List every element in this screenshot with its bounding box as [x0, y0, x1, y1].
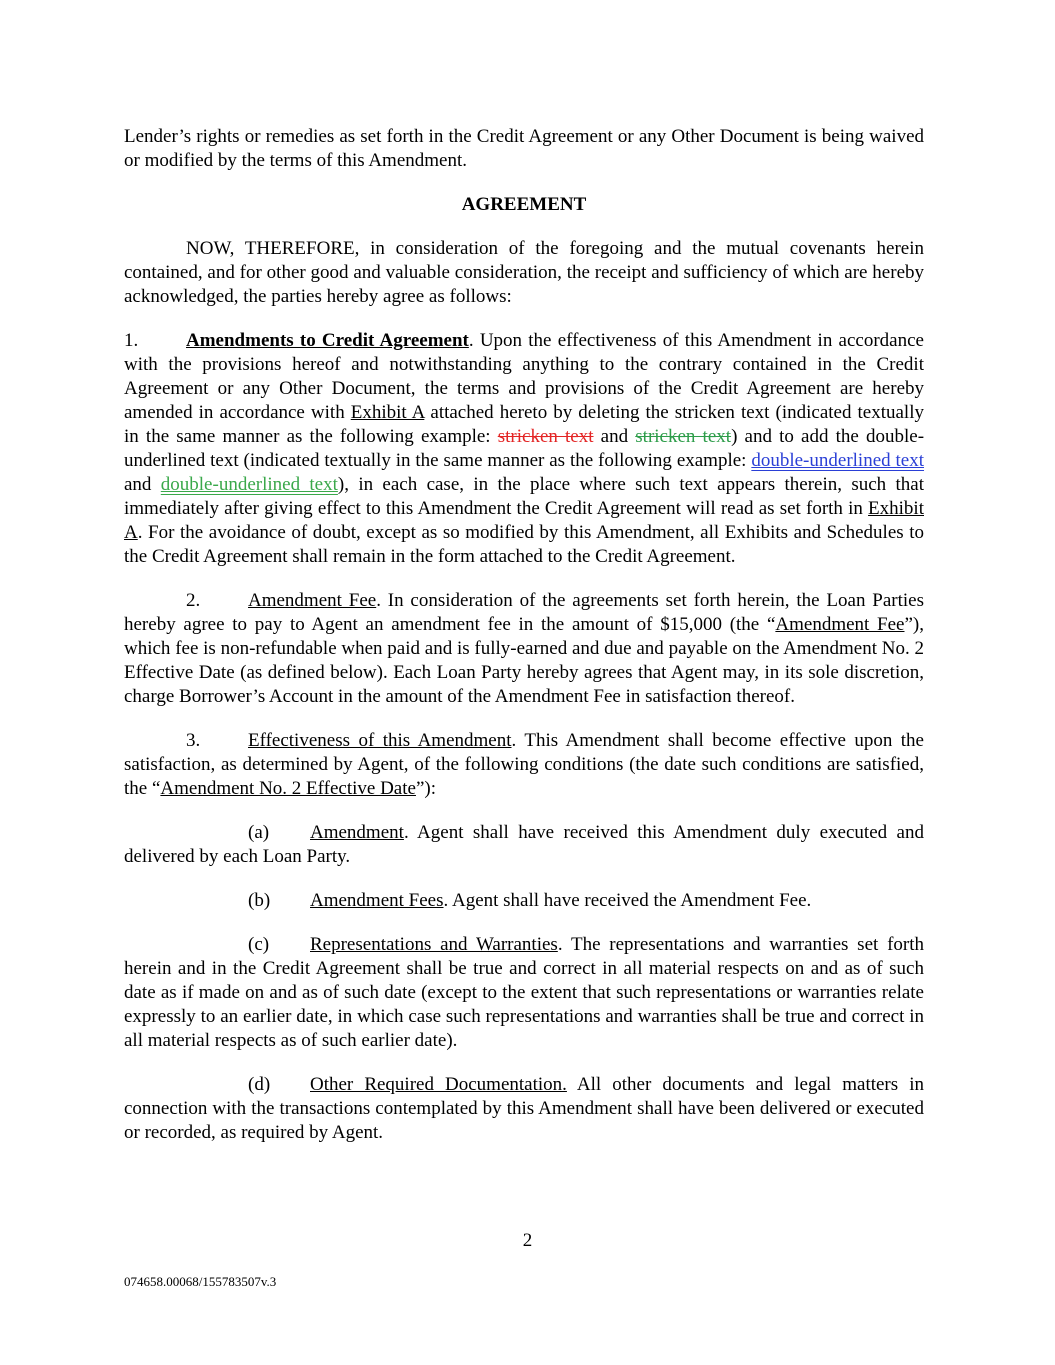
- subsection-c: [124, 933, 924, 1053]
- stricken-text-green-example: stricken text: [635, 426, 732, 447]
- now-therefore-paragraph: NOW, THEREFORE, in consideration of the foregoing and the mutual covenants herein contained, and for other good and valuable consideration, the receipt and sufficiency of which are hereby acknowledged, the parties hereby agree as follows:: [124, 238, 924, 307]
- intro-paragraph: Lender’s rights or remedies as set forth in the Credit Agreement or any Other Document is being waived or modified by the terms of this Amendment.: [124, 126, 924, 171]
- section-2-text-b: ”), which fee is non-refundable when paid and is fully-earned and due and payable on the Amendment No. 2 Effective Date (as defined below). Each Loan Party hereby agrees that Agent may, in its sole discretion, charge Borrower’s Account in the amount of the Amendment Fee in satisfaction thereof.: [124, 614, 924, 707]
- section-2-text-a: . In consideration of the agreements set forth herein, the Loan Parties hereby agree to pay to Agent an amendment fee in the amount of $15,000 (the “: [124, 590, 924, 635]
- section-1-text-a: . Upon the effectiveness of this Amendment in accordance with the provisions hereof and notwithstanding anything to the contrary contained in the Credit Agreement or any Other Document, the terms and provisions of the Credit Agreement are hereby amended in accordance with: [124, 330, 924, 423]
- subsection-a: [124, 821, 924, 869]
- exhibit-a-ref: Exhibit A: [350, 402, 425, 423]
- subsection-d: [124, 1073, 924, 1145]
- subsection-b: [124, 889, 924, 913]
- section-3-title: Effectiveness of this Amendment: [248, 730, 512, 751]
- subsection-d-title: Other Required Documentation.: [310, 1074, 567, 1095]
- section-3-text-a: . This Amendment shall become effective upon the satisfaction, as determined by Agent, of the following conditions (the date such conditions are satisfied, the “: [124, 730, 924, 799]
- section-2-title: Amendment Fee: [248, 590, 377, 611]
- subsection-c-title: Representations and Warranties: [310, 934, 558, 955]
- subsection-b-text: . Agent shall have received the Amendment Fee.: [443, 890, 812, 911]
- subsection-a-title: Amendment: [310, 822, 404, 843]
- section-heading: AGREEMENT: [461, 194, 587, 215]
- page-number: 2: [522, 1230, 533, 1251]
- stricken-text-red-example: stricken text: [497, 426, 594, 447]
- section-1-text-b: attached hereto by deleting the stricken text (indicated textually in the same manner as the following example:: [124, 402, 924, 447]
- subsection-d-text: All other documents and legal matters in connection with the transactions contemplated by this Amendment shall have been delivered or executed or recorded, as required by Agent.: [124, 1074, 924, 1143]
- section-1-number: 1.: [124, 330, 139, 351]
- section-3-number: 3.: [186, 730, 201, 751]
- subsection-d-label: (d): [248, 1074, 271, 1095]
- section-3-paragraph: [124, 729, 924, 801]
- double-underlined-green-example: double-underlined text: [160, 474, 338, 495]
- exhibit-a-ref-2: Exhibit A: [124, 498, 924, 543]
- document-body: [124, 125, 924, 1165]
- section-1-text-d: ), in each case, in the place where such text appears therein, such that immediately after giving effect to this Amendment the Credit Agreement will read as set forth in: [124, 474, 925, 519]
- subsection-c-label: (c): [248, 934, 270, 955]
- section-1-paragraph: [124, 329, 924, 569]
- double-underlined-blue-example: double-underlined text: [751, 450, 925, 471]
- subsection-a-text: . Agent shall have received this Amendment duly executed and delivered by each Loan Party.: [124, 822, 924, 867]
- amendment-fee-defined-term: Amendment Fee: [775, 614, 905, 635]
- section-2-number: 2.: [186, 590, 201, 611]
- section-1-and-2: and: [124, 474, 161, 495]
- subsection-b-title: Amendment Fees: [310, 890, 444, 911]
- effective-date-defined-term: Amendment No. 2 Effective Date: [160, 778, 416, 799]
- section-1-text-e: . For the avoidance of doubt, except as so modified by this Amendment, all Exhibits and Schedules to the Credit Agreement shall remain in the form attached to the Credit Agreement.: [124, 522, 924, 567]
- section-3-text-b: ”):: [415, 778, 436, 799]
- subsection-c-text: . The representations and warranties set forth herein and in the Credit Agreement shall be true and correct in all material respects on and as of such date as if made on and as of such date (except to the extent that such representations or warranties relate expressly to an earlier date, in which case such representations and warranties shall be true and correct in all material respects as of such earlier date).: [124, 934, 924, 1051]
- section-1-and-1: and: [593, 426, 636, 447]
- section-1-text-c: ) and to add the double-underlined text (indicated textually in the same manner as the following example:: [124, 426, 925, 471]
- footer-document-id: 074658.00068/155783507v.3: [124, 1274, 277, 1289]
- section-2-paragraph: [124, 589, 924, 709]
- subsection-a-label: (a): [248, 822, 270, 843]
- section-1-title: Amendments to Credit Agreement: [186, 330, 469, 351]
- subsection-b-label: (b): [248, 890, 271, 911]
